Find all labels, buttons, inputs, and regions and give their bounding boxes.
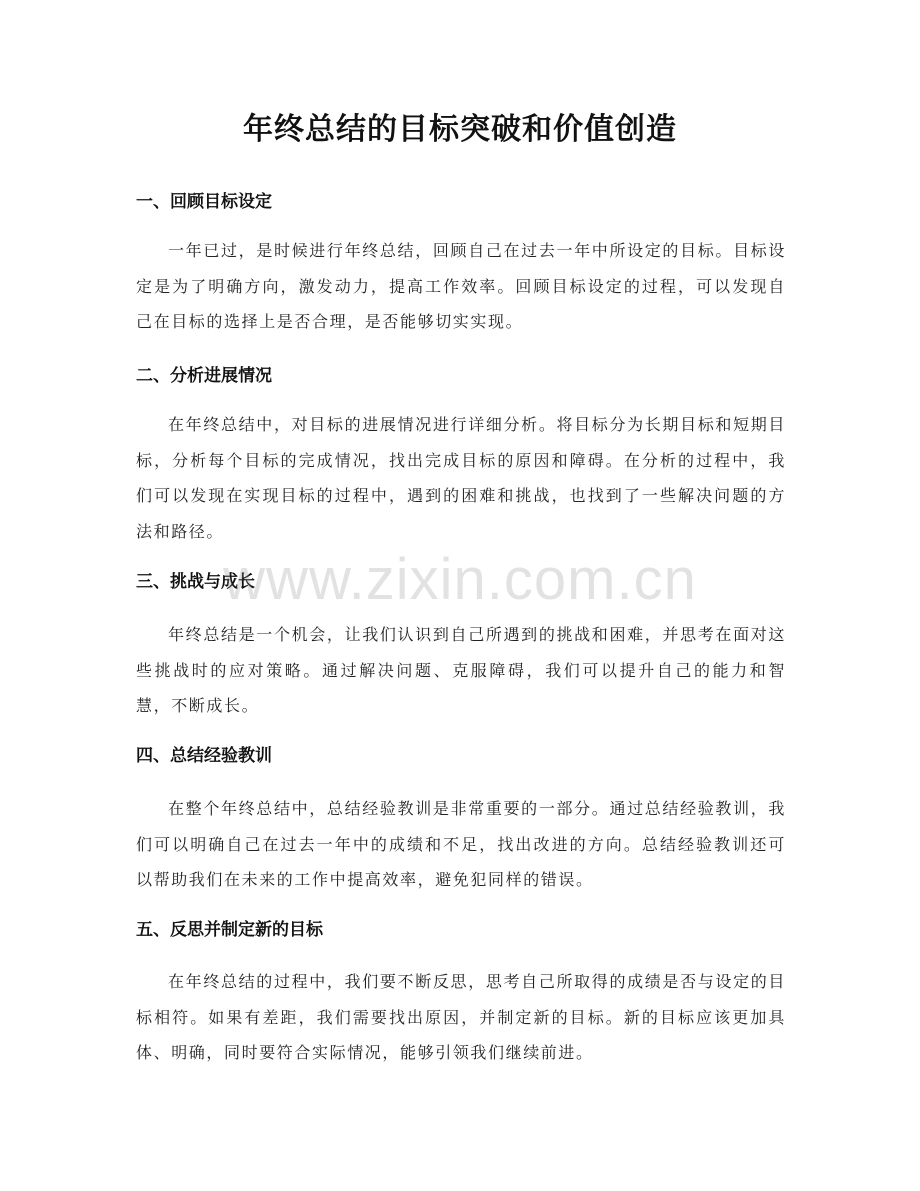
section-heading-2: 二、分析进展情况: [136, 366, 272, 386]
document-title: 年终总结的目标突破和价值创造: [243, 112, 677, 147]
section-paragraph-2: 在年终总结中，对目标的进展情况进行详细分析。将目标分为长期目标和短期目标，分析每个目标的完成情况，找出完成目标的原因和障碍。在分析的过程中，我们可以发现在实现目标的过程中，遇到的困难和挑战，也找到了一些解决问题的方法和路径。: [136, 415, 786, 541]
section-paragraph-5: 在年终总结的过程中，我们要不断反思，思考自己所取得的成绩是否与设定的目标相符。如果有差距，我们需要找出原因，并制定新的目标。新的目标应该更加具体、明确，同时要符合实际情况，能够引领我们继续前进。: [136, 972, 786, 1062]
section-heading-4: 四、总结经验教训: [136, 746, 272, 766]
section-heading-5: 五、反思并制定新的目标: [136, 920, 323, 940]
section-heading-1: 一、回顾目标设定: [136, 192, 272, 212]
section-paragraph-3: 年终总结是一个机会，让我们认识到自己所遇到的挑战和困难，并思考在面对这些挑战时的应对策略。通过解决问题、克服障碍，我们可以提升自己的能力和智慧，不断成长。: [136, 625, 786, 715]
watermark: www.zixin.com.cn: [223, 547, 697, 612]
section-paragraph-1: 一年已过，是时候进行年终总结，回顾自己在过去一年中所设定的目标。目标设定是为了明确方向，激发动力，提高工作效率。回顾目标设定的过程，可以发现自己在目标的选择上是否合理，是否能够切实实现。: [136, 241, 786, 331]
section-paragraph-4: 在整个年终总结中，总结经验教训是非常重要的一部分。通过总结经验教训，我们可以明确自己在过去一年中的成绩和不足，找出改进的方向。总结经验教训还可以帮助我们在未来的工作中提高效率，避免犯同样的错误。: [136, 799, 786, 889]
section-heading-3: 三、挑战与成长: [136, 572, 255, 592]
